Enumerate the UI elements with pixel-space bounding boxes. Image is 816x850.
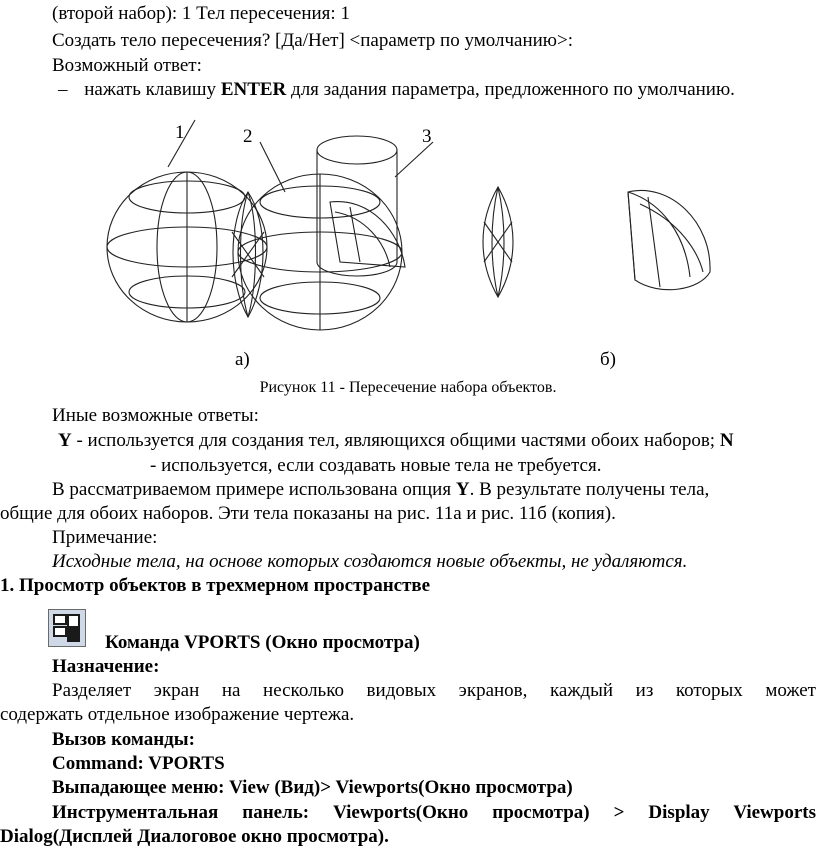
option-y-key: Y bbox=[58, 430, 72, 451]
lens-copy-b bbox=[483, 187, 513, 297]
call-heading: Вызов команды: bbox=[52, 729, 195, 750]
bullet-line bbox=[58, 79, 735, 101]
viewports-icon bbox=[49, 610, 85, 646]
bullet-dash: – bbox=[58, 79, 68, 100]
toolbar-line-2: Dialog(Дисплей Диалоговое окно просмотра). bbox=[0, 826, 389, 847]
option-n-key: N bbox=[719, 430, 734, 451]
bullet-text-pre: нажать клавишу bbox=[84, 79, 221, 100]
cylinder-3 bbox=[317, 136, 397, 276]
option-y-text: - используется для создания тел, являющихся общими частями обоих наборов; bbox=[71, 430, 720, 451]
figure-label-1: 1 bbox=[175, 122, 185, 143]
option-n-text: - используется, если создавать новые тела не требуется. bbox=[150, 455, 602, 476]
purpose-heading: Назначение: bbox=[52, 656, 160, 677]
leader-2 bbox=[260, 142, 285, 192]
purpose-line-2: содержать отдельное изображение чертежа. bbox=[0, 704, 355, 725]
section-heading: 1. Просмотр объектов в трехмерном пространстве bbox=[0, 575, 431, 596]
text-line-1: (второй набор): 1 Тел пересечения: 1 bbox=[52, 3, 350, 24]
leader-3 bbox=[395, 142, 433, 177]
figure-label-2: 2 bbox=[243, 126, 253, 147]
example-text-post: . В результате получены тела, bbox=[469, 479, 710, 500]
purpose-line-1: Разделяет экран на несколько видовых экранов, каждый из которых может bbox=[52, 680, 816, 701]
text-line-3: Возможный ответ: bbox=[52, 55, 202, 76]
figure-sublabel-a: а) bbox=[235, 349, 250, 370]
example-option-y: Y bbox=[455, 479, 470, 500]
example-line-2: общие для обоих наборов. Эти тела показаны на рис. 11а и рис. 11б (копия). bbox=[0, 503, 616, 524]
example-line-1 bbox=[52, 479, 709, 501]
bullet-enter-key: ENTER bbox=[220, 79, 287, 100]
bullet-text-post: для задания параметра, предложенного по умолчанию. bbox=[286, 79, 735, 100]
viewports-toolbar-icon bbox=[48, 609, 86, 647]
figure-11 bbox=[100, 112, 740, 382]
figure-11-drawing bbox=[100, 112, 740, 382]
menu-line: Выпадающее меню: View (Вид)> Viewports(Окно просмотра) bbox=[52, 777, 573, 798]
other-answers: Иные возможные ответы: bbox=[52, 405, 259, 426]
command-line: Command: VPORTS bbox=[52, 753, 225, 774]
example-text-pre: В рассматриваемом примере использована опция bbox=[52, 479, 456, 500]
lens-intersection-a bbox=[232, 192, 264, 317]
toolbar-line-1: Инструментальная панель: Viewports(Окно просмотра) > Display Viewports bbox=[52, 802, 816, 823]
command-heading: Команда VPORTS (Окно просмотра) bbox=[105, 632, 420, 653]
dome-copy-b bbox=[628, 190, 710, 289]
figure-label-3: 3 bbox=[422, 126, 432, 147]
text-line-2: Создать тело пересечения? [Да/Нет] <параметр по умолчанию>: bbox=[52, 30, 573, 51]
note-text: Исходные тела, на основе которых создаются новые объекты, не удаляются. bbox=[52, 551, 688, 572]
option-y-line bbox=[58, 430, 734, 452]
figure-caption: Рисунок 11 - Пересечение набора объектов. bbox=[259, 379, 557, 396]
note-heading: Примечание: bbox=[52, 527, 158, 548]
figure-sublabel-b: б) bbox=[600, 349, 616, 370]
